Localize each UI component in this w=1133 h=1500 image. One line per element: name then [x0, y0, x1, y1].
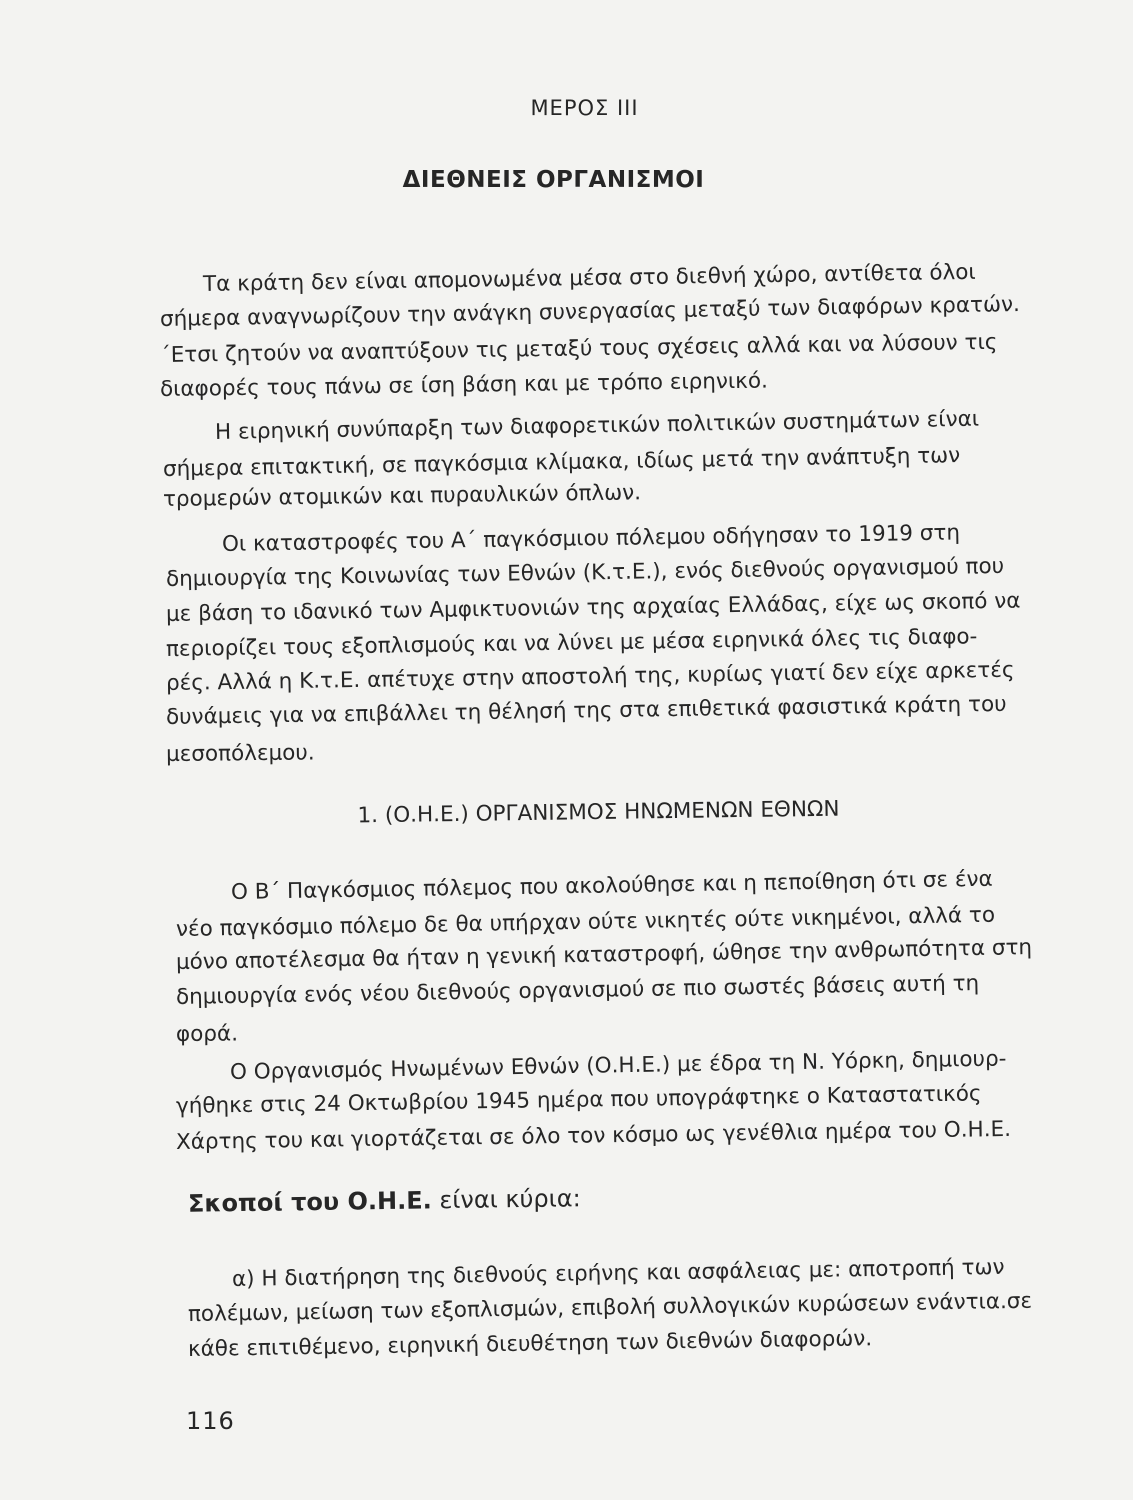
text-line: Χάρτης του και γιορτάζεται σε όλο τον κόσμο ως γενέθλια ημέρα του Ο.Η.Ε. [175, 1116, 1012, 1155]
chapter-title: ΔΙΕΘΝΕΙΣ ΟΡΓΑΝΙΣΜΟΙ [402, 167, 705, 193]
text-line: Τα κράτη δεν είναι απομονωμένα μέσα στο διεθνή χώρο, αντίθετα όλοι [202, 259, 976, 297]
text-line: Ο Β΄ Παγκόσμιος πόλεμος που ακολούθησε και η πεποίθηση ότι σε ένα [230, 866, 993, 905]
text-line: Οι καταστροφές του Α΄ παγκόσμιου πόλεμου οδήγησαν το 1919 στη [221, 520, 961, 557]
text-line: πολέμων, μείωση των εξοπλισμών, επιβολή συλλογικών κυρώσεων ενάντια.σε [187, 1288, 1033, 1327]
text-line: μεσοπόλεμου. [165, 740, 315, 767]
text-line: δυνάμεις για να επιβάλλει τη θέλησή της στα επιθετικά φασιστικά κράτη του [165, 691, 1007, 730]
text-line: δημιουργία ενός νέου διεθνούς οργανισμού σε πιο σωστές βάσεις αυτή τη [175, 970, 980, 1010]
aims-heading [188, 1184, 581, 1217]
text-line: Η ειρηνική συνύπαρξη των διαφορετικών πολιτικών συστημάτων είναι [214, 406, 980, 445]
text-line: δημιουργία της Κοινωνίας των Εθνών (Κ.τ.Ε.), ενός διεθνούς οργανισμού που [165, 553, 1005, 592]
text-line: α) Η διατήρηση της διεθνούς ειρήνης και ασφάλειας με: αποτροπή των [231, 1254, 1005, 1292]
text-line: Ο Οργανισμός Ηνωμένων Εθνών (Ο.Η.Ε.) με έδρα τη Ν. Υόρκη, δημιουρ- [229, 1046, 1007, 1085]
text-line: σήμερα επιτακτική, σε παγκόσμια κλίμακα, ιδίως μετά την ανάπτυξη των [162, 443, 961, 482]
text-line: διαφορές τους πάνω σε ίση βάση και με τρόπο ειρηνικό. [159, 368, 769, 402]
aims-heading-bold: Σκοποί του Ο.Η.Ε. [187, 1186, 432, 1218]
text-line: τρομερών ατομικών και πυραυλικών όπλων. [162, 480, 642, 512]
text-line: γήθηκε στις 24 Οκτωβρίου 1945 ημέρα που υπογράφτηκε ο Καταστατικός [175, 1081, 982, 1119]
text-line: νέο παγκόσμιο πόλεμο δε θα υπήρχαν ούτε νικητές ούτε νικημένοι, αλλά το [175, 902, 996, 942]
text-line: κάθε επιτιθέμενο, ειρηνική διευθέτηση των διεθνών διαφορών. [187, 1326, 873, 1362]
aims-heading-rest: είναι κύρια: [431, 1184, 581, 1215]
section-heading: 1. (Ο.Η.Ε.) ΟΡΓΑΝΙΣΜΟΣ ΗΝΩΜΕΝΩΝ ΕΘΝΩΝ [357, 796, 840, 829]
text-line: σήμερα αναγνωρίζουν την ανάγκη συνεργασίας μεταξύ των διαφόρων κρατών. [159, 291, 1021, 332]
text-line: φορά. [175, 1021, 239, 1047]
text-line: με βάση το ιδανικό των Αμφικτυονιών της αρχαίας Ελλάδας, είχε ως σκοπό να [165, 588, 1021, 627]
text-line: μόνο αποτέλεσμα θα ήταν η γενική καταστροφή, ώθησε την ανθρωπότητα στη [175, 935, 1033, 975]
page-number: 116 [186, 1407, 235, 1435]
text-line: περιορίζει τους εξοπλισμούς και να λύνει με μέσα ειρηνικά όλες τις διαφο- [165, 624, 978, 662]
text-line: ρές. Αλλά η Κ.τ.Ε. απέτυχε στην αποστολή της, κυρίως γιατί δεν είχε αρκετές [165, 657, 1015, 696]
text-line: ΄Ετσι ζητούν να αναπτύξουν τις μεταξύ τους σχέσεις αλλά και να λύσουν τις [159, 329, 998, 368]
part-title: ΜΕΡΟΣ III [530, 96, 639, 120]
